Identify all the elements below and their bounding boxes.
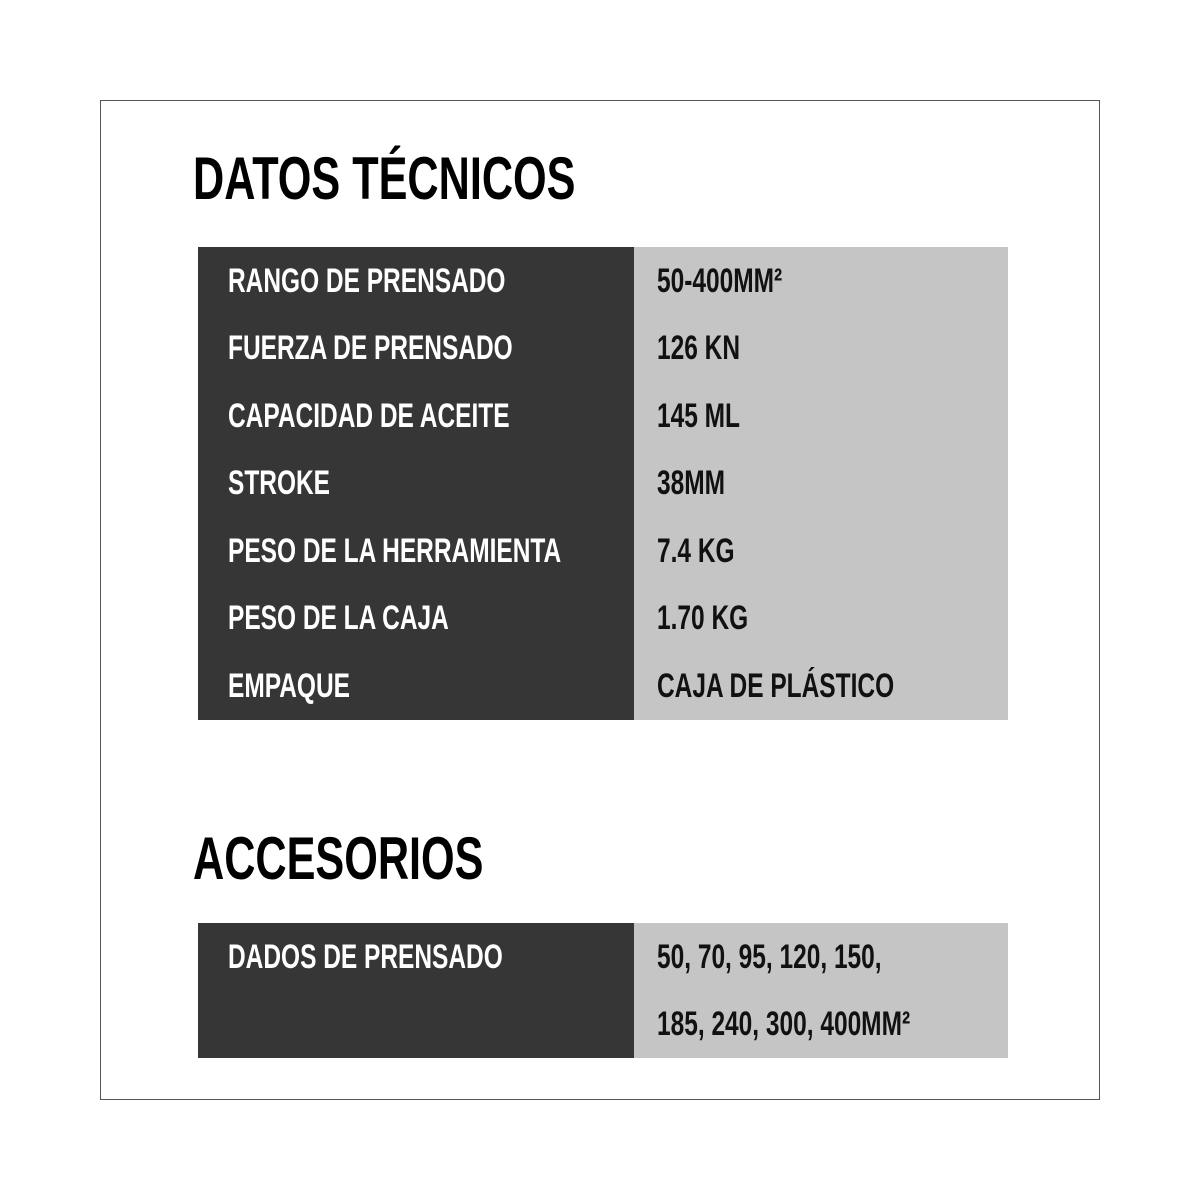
spec-row-value — [634, 585, 1008, 653]
spec-label-column — [198, 247, 634, 720]
spec-label: PESO DE LA HERRAMIENTA — [228, 531, 562, 570]
accessory-label-column — [198, 923, 634, 1058]
spec-value: 7.4 KG — [657, 531, 735, 570]
technical-data-table — [198, 247, 1008, 720]
spec-value: 38MM — [657, 464, 726, 503]
accessories-table — [198, 923, 1008, 1058]
accessory-value: 185, 240, 300, 400MM² — [657, 1005, 911, 1044]
spec-row-label — [198, 652, 634, 720]
accessory-value-line — [634, 991, 1008, 1059]
spec-row-value — [634, 382, 1008, 450]
spec-sheet-frame — [100, 100, 1100, 1100]
spec-label: FUERZA DE PRENSADO — [228, 329, 513, 368]
spec-row-label — [198, 517, 634, 585]
spec-value: 126 KN — [657, 329, 741, 368]
spec-value: CAJA DE PLÁSTICO — [657, 666, 895, 705]
spec-row-label — [198, 247, 634, 315]
accessory-value: 50, 70, 95, 120, 150, — [657, 937, 882, 976]
spec-value: 50-400MM² — [657, 261, 783, 300]
accessory-label: DADOS DE PRENSADO — [228, 937, 503, 976]
spec-label: PESO DE LA CAJA — [228, 599, 449, 638]
technical-data-title: DATOS TÉCNICOS — [193, 145, 576, 212]
accessory-row-label — [198, 923, 634, 991]
spec-row-label — [198, 585, 634, 653]
spec-row-label — [198, 382, 634, 450]
spec-row-label — [198, 450, 634, 518]
spec-value-column — [634, 247, 1008, 720]
spec-row-value — [634, 517, 1008, 585]
spec-label: RANGO DE PRENSADO — [228, 261, 506, 300]
accessory-value-line — [634, 923, 1008, 991]
spec-label: STROKE — [228, 464, 331, 503]
spec-value: 145 ML — [657, 396, 740, 435]
spec-row-value — [634, 247, 1008, 315]
accessories-title: ACCESORIOS — [193, 825, 484, 892]
spec-row-value — [634, 652, 1008, 720]
spec-label: CAPACIDAD DE ACEITE — [228, 396, 510, 435]
spec-label: EMPAQUE — [228, 666, 350, 705]
spec-row-value — [634, 315, 1008, 383]
spec-value: 1.70 KG — [657, 599, 749, 638]
spec-row-label — [198, 315, 634, 383]
accessory-value-column — [634, 923, 1008, 1058]
spec-row-value — [634, 450, 1008, 518]
